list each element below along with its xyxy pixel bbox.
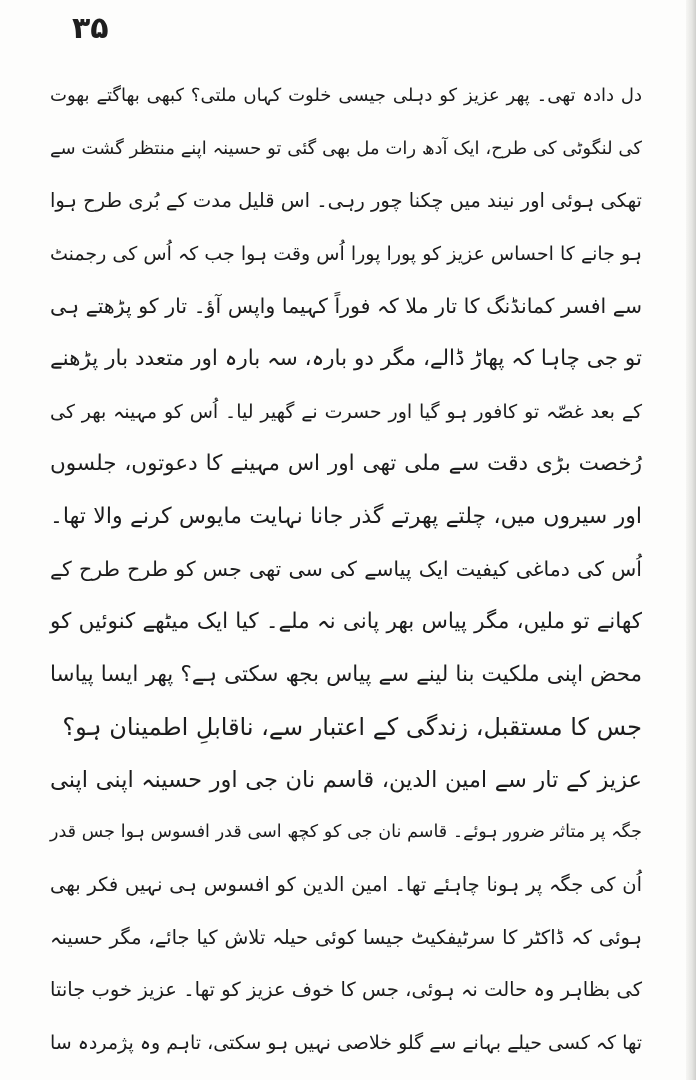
- text-line: ہو جانے کا احساس عزیز کو پورا پورا اُس وقت ہوا جب کہ اُس کی رجمنٹ: [50, 242, 642, 265]
- text-line: جگہ پر متاثر ضرور ہوئے۔ قاسم نان جی کو کچھ اسی قدر افسوس ہوا جس قدر: [50, 822, 642, 843]
- text-line: کھانے تو ملیں، مگر پیاس بھر پانی نہ ملے۔ کیا ایک میٹھے کنوئیں کو: [50, 608, 642, 634]
- text-line: جس کا مستقبل، زندگی کے اعتبار سے، ناقابلِ اطمینان ہو؟: [62, 713, 642, 742]
- text-line: اُس کی دماغی کیفیت ایک پیاسے کی سی تھی جس کو طرح طرح کے: [50, 557, 642, 582]
- text-line: رُخصت بڑی دقت سے ملی تھی اور اس مہینے کا دعوتوں، جلسوں: [50, 451, 642, 477]
- body-text: [50, 70, 642, 1069]
- text-line: تو جی چاہا کہ پھاڑ ڈالے، مگر دو بارہ، سہ بارہ اور متعدد بار پڑھنے: [50, 345, 642, 371]
- text-line: کی بظاہر وہ حالت نہ ہوئی، جس کا خوف عزیز کو تھا۔ عزیز خوب جانتا: [50, 978, 642, 1002]
- text-line: اور سیروں میں، چلتے پھرتے گذر جانا نہایت مایوس کرنے والا تھا۔: [50, 503, 642, 529]
- text-line: دل دادہ تھی۔ پھر عزیز کو دہلی جیسی خلوت کہاں ملتی؟ کبھی بھاگتے بھوت: [50, 85, 642, 106]
- text-line: محض اپنی ملکیت بنا لینے سے پیاس بجھ سکتی ہے؟ پھر ایسا پیاسا: [50, 661, 642, 687]
- text-line: تھا کہ کسی حیلے بہانے سے گلو خلاصی نہیں ہو سکتی، تاہم وہ پژمردہ سا: [50, 1031, 642, 1054]
- text-line: کی لنگوٹی کی طرح، ایک آدھ رات مل بھی گئی تو حسینہ اپنے منتظر گشت سے: [50, 137, 642, 159]
- text-line: سے افسر کمانڈنگ کا تار ملا کہ فوراً کہیما واپس آؤ۔ تار کو پڑھتے ہی: [50, 294, 642, 319]
- text-line: اُن کی جگہ پر ہونا چاہئے تھا۔ امین الدین کو افسوس ہی نہیں فکر بھی: [50, 872, 642, 896]
- text-line: ہوئی کہ ڈاکٹر کا سرٹیفکیٹ جیسا کوئی حیلہ تلاش کیا جائے، مگر حسینہ: [50, 925, 642, 949]
- text-line: کے بعد غصّہ تو کافور ہو گیا اور حسرت نے گھیر لیا۔ اُس کو مہینہ بھر کی: [50, 400, 642, 423]
- text-line: تھکی ہوئی اور نیند میں چکنا چور رہی۔ اس قلیل مدت کے بُری طرح ہوا: [50, 189, 642, 213]
- page-edge-shadow: [686, 0, 696, 1080]
- text-line: عزیز کے تار سے امین الدین، قاسم نان جی اور حسینہ اپنی اپنی: [50, 766, 642, 793]
- page-number: ۳۵: [72, 11, 109, 46]
